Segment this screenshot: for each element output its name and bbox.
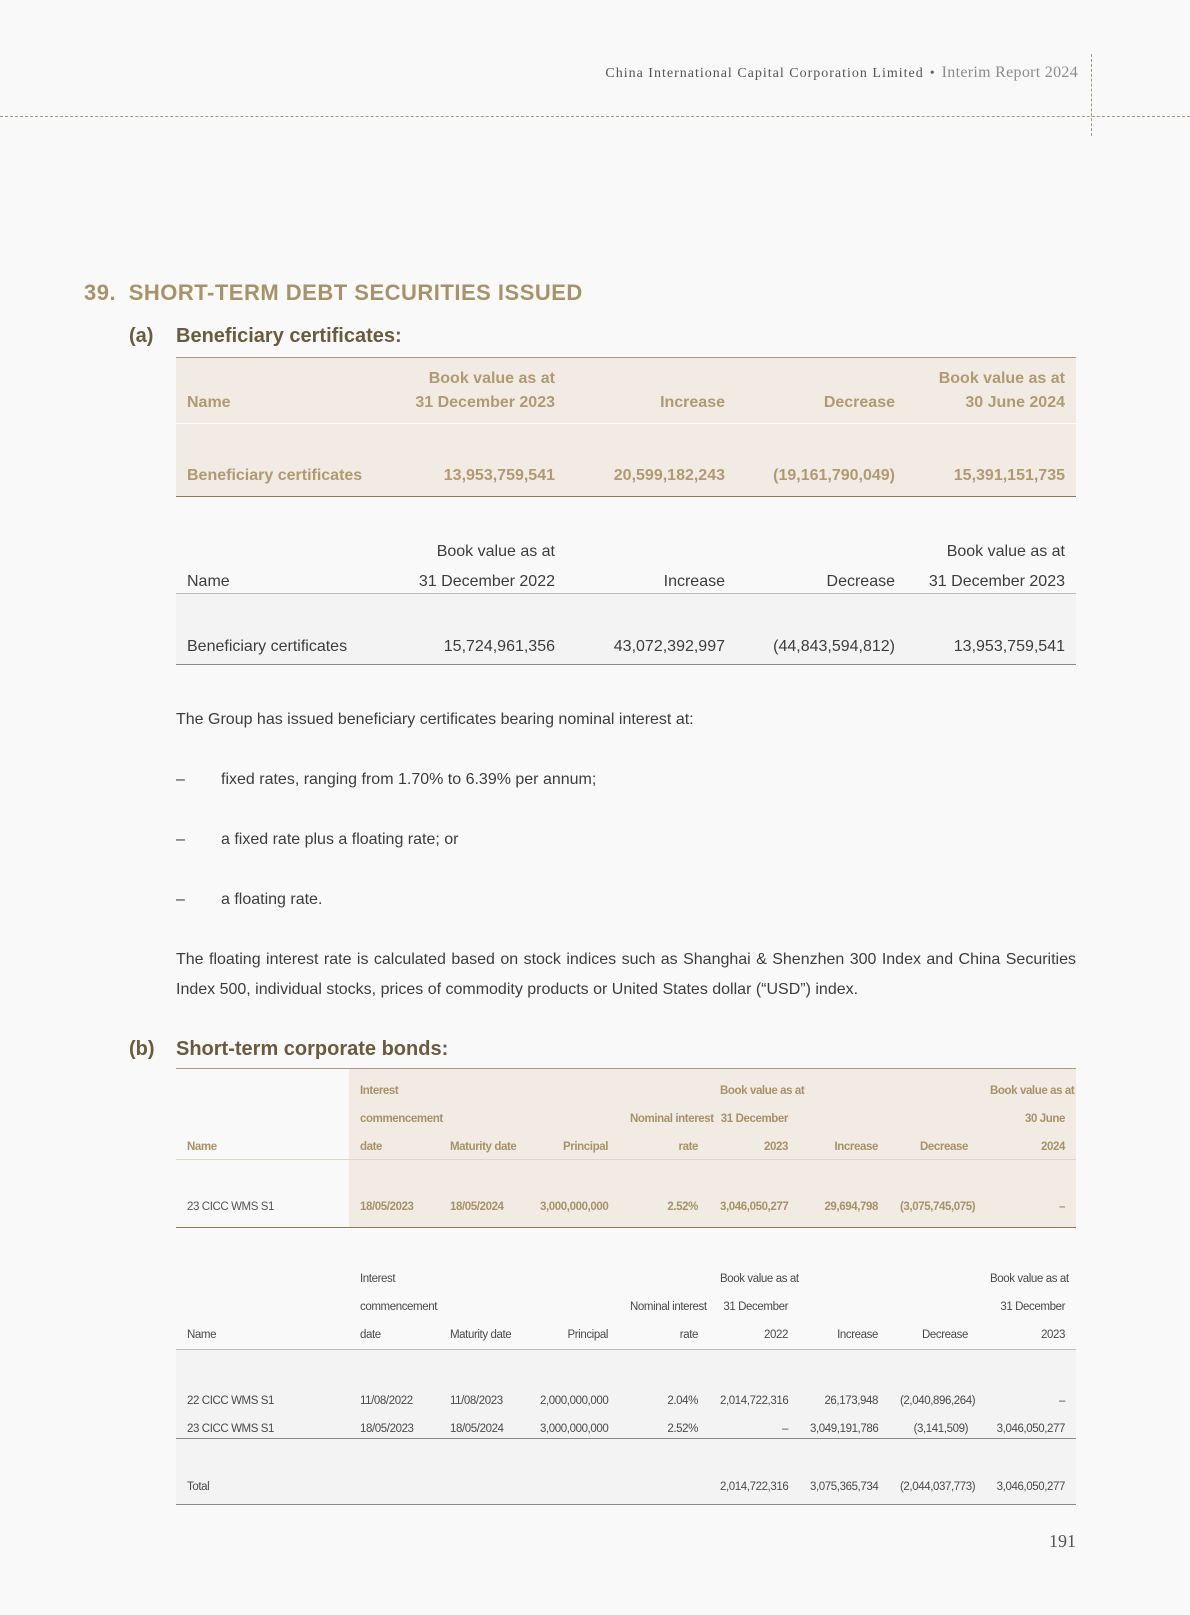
cell-value: 2,000,000,000 bbox=[540, 1395, 609, 1407]
cell-value: 18/05/2023 bbox=[360, 1201, 414, 1213]
cell-value: 11/08/2022 bbox=[360, 1395, 413, 1407]
cell-value: 3,000,000,000 bbox=[540, 1423, 609, 1435]
header-decrease: Decrease bbox=[920, 1141, 968, 1153]
cell-value: 3,046,050,277 bbox=[996, 1481, 1065, 1493]
cell-value: 3,000,000,000 bbox=[540, 1201, 609, 1213]
cell-value: 3,049,191,786 bbox=[810, 1423, 879, 1435]
header-decrease: Decrease bbox=[826, 573, 895, 590]
header-book-value: Book value as at bbox=[990, 1273, 1069, 1285]
report-title: Interim Report 2024 bbox=[941, 64, 1078, 81]
bullet-item: a fixed rate plus a floating rate; or bbox=[221, 831, 459, 848]
header-increase: Increase bbox=[663, 573, 725, 590]
header-name: Name bbox=[187, 1141, 217, 1153]
header-decrease: Decrease bbox=[823, 394, 895, 411]
page-number: 191 bbox=[1049, 1531, 1076, 1551]
table-row bbox=[176, 1197, 1076, 1217]
table-row bbox=[176, 466, 1076, 486]
cell-value: (19,161,790,049) bbox=[773, 467, 895, 484]
section-title bbox=[84, 280, 583, 306]
running-header bbox=[605, 64, 1078, 82]
header-commencement: commencement bbox=[360, 1113, 443, 1125]
cell-value: 18/05/2023 bbox=[360, 1423, 414, 1435]
header-book-value-line1: Book value as at bbox=[938, 370, 1065, 387]
header-nominal-interest: Nominal interest bbox=[630, 1113, 714, 1125]
header-name: Name bbox=[187, 394, 231, 411]
header-date: 31 December 2022 bbox=[418, 573, 555, 590]
cell-value: 2.52% bbox=[667, 1423, 698, 1435]
header-decrease: Decrease bbox=[921, 1329, 968, 1341]
cell-value: 3,046,050,277 bbox=[996, 1423, 1065, 1435]
header-dashed-rule bbox=[0, 116, 1190, 117]
row-name: Beneficiary certificates bbox=[187, 638, 348, 655]
bonds-table-2023 bbox=[176, 1265, 1076, 1505]
header-book-value-line1: Book value as at bbox=[946, 543, 1065, 560]
cell-value: – bbox=[1059, 1395, 1065, 1407]
part-a-title: Beneficiary certificates: bbox=[176, 325, 402, 347]
header-rate: rate bbox=[679, 1329, 698, 1341]
cell-value: 3,046,050,277 bbox=[720, 1201, 789, 1213]
cell-value: – bbox=[782, 1423, 788, 1435]
header-increase: Increase bbox=[837, 1329, 878, 1341]
header-date: 31 December bbox=[720, 1113, 788, 1125]
table-row bbox=[176, 637, 1076, 657]
header-date: 31 December 2023 bbox=[415, 394, 555, 411]
cell-value: 3,075,365,734 bbox=[810, 1481, 879, 1493]
cell-value: 18/05/2024 bbox=[450, 1201, 504, 1213]
beneficiary-table-2024 bbox=[176, 357, 1076, 497]
header-maturity-date: Maturity date bbox=[450, 1329, 512, 1341]
cell-value: 2,014,722,316 bbox=[720, 1395, 789, 1407]
header-maturity-date: Maturity date bbox=[450, 1141, 517, 1153]
header-year: 2022 bbox=[764, 1329, 788, 1341]
part-b-title: Short-term corporate bonds: bbox=[176, 1038, 449, 1060]
header-book-value-line1: Book value as at bbox=[436, 543, 555, 560]
cell-value: (2,044,037,773) bbox=[900, 1481, 976, 1493]
header-interest: Interest bbox=[360, 1085, 399, 1097]
header-interest: Interest bbox=[360, 1273, 396, 1285]
section-title-text: SHORT-TERM DEBT SECURITIES ISSUED bbox=[128, 280, 583, 305]
cell-value: 29,694,798 bbox=[824, 1201, 878, 1213]
header-date: 30 June 2024 bbox=[965, 394, 1065, 411]
header-date: 30 June bbox=[1024, 1113, 1065, 1125]
bullet-marker: – bbox=[176, 891, 185, 908]
cell-value: (3,075,745,075) bbox=[900, 1201, 976, 1213]
header-name: Name bbox=[187, 1329, 217, 1341]
cell-value: 11/08/2023 bbox=[450, 1395, 503, 1407]
bullet-marker: – bbox=[176, 831, 185, 848]
cell-value: 18/05/2024 bbox=[450, 1423, 504, 1435]
bonds-table-2024 bbox=[176, 1068, 1076, 1228]
cell-value: 26,173,948 bbox=[824, 1395, 878, 1407]
header-commencement: commencement bbox=[360, 1301, 438, 1313]
header-date: 31 December bbox=[723, 1301, 788, 1313]
header-increase: Increase bbox=[834, 1141, 878, 1153]
header-book-value: Book value as at bbox=[720, 1273, 799, 1285]
header-date-label: date bbox=[360, 1141, 383, 1153]
cell-value: 15,724,961,356 bbox=[443, 638, 555, 655]
header-date: 31 December 2023 bbox=[928, 573, 1065, 590]
cell-value: 15,391,151,735 bbox=[953, 467, 1065, 484]
cell-value: 13,953,759,541 bbox=[953, 638, 1065, 655]
company-name: China International Capital Corporation Limited bbox=[605, 66, 924, 81]
cell-value: 2,014,722,316 bbox=[720, 1481, 789, 1493]
beneficiary-table-2023 bbox=[176, 537, 1076, 665]
cell-value: (3,141,509) bbox=[913, 1423, 968, 1435]
part-a-label: (a) bbox=[129, 325, 154, 347]
cell-value: (2,040,896,264) bbox=[900, 1395, 976, 1407]
header-book-value: Book value as at bbox=[720, 1085, 805, 1097]
row-name: 23 CICC WMS S1 bbox=[187, 1423, 275, 1435]
row-name: 22 CICC WMS S1 bbox=[187, 1395, 275, 1407]
part-b-label: (b) bbox=[129, 1038, 155, 1060]
row-name: Beneficiary certificates bbox=[187, 467, 363, 484]
header-date-label: date bbox=[360, 1329, 381, 1341]
header-name: Name bbox=[187, 573, 230, 590]
header-book-value-line1: Book value as at bbox=[428, 370, 555, 387]
bullet-separator: • bbox=[929, 66, 936, 81]
header-rate: rate bbox=[678, 1141, 698, 1153]
header-increase: Increase bbox=[660, 394, 725, 411]
header-year: 2023 bbox=[764, 1141, 788, 1153]
cell-value: (44,843,594,812) bbox=[773, 638, 895, 655]
cell-value: 2.04% bbox=[667, 1395, 698, 1407]
floating-rate-note: The floating interest rate is calculated based on stock indices such as Shanghai & Shenzhen 300 Index and China Securities Index 500, individual stocks, prices of commodity products or United States dollar (“USD”) index. bbox=[176, 951, 1076, 998]
bullet-item: fixed rates, ranging from 1.70% to 6.39% per annum; bbox=[221, 771, 597, 788]
row-name: 23 CICC WMS S1 bbox=[187, 1201, 275, 1213]
header-year: 2023 bbox=[1041, 1329, 1065, 1341]
header-nominal-interest: Nominal interest bbox=[630, 1301, 707, 1313]
section-number: 39. bbox=[84, 280, 117, 305]
total-row bbox=[176, 1477, 1076, 1497]
intro-paragraph: The Group has issued beneficiary certificates bearing nominal interest at: bbox=[176, 711, 694, 728]
header-date: 31 December bbox=[1000, 1301, 1065, 1313]
bullet-marker: – bbox=[176, 771, 185, 788]
cell-value: – bbox=[1059, 1201, 1065, 1213]
header-dashed-marker bbox=[1091, 54, 1092, 136]
header-principal: Principal bbox=[563, 1141, 608, 1153]
header-year: 2024 bbox=[1041, 1141, 1065, 1153]
bullet-item: a floating rate. bbox=[221, 891, 323, 908]
cell-value: 43,072,392,997 bbox=[613, 638, 725, 655]
cell-value: 13,953,759,541 bbox=[443, 467, 555, 484]
table-row bbox=[176, 1387, 1076, 1415]
cell-value: 20,599,182,243 bbox=[613, 467, 725, 484]
header-principal: Principal bbox=[567, 1329, 608, 1341]
total-label: Total bbox=[187, 1481, 210, 1493]
header-book-value: Book value as at bbox=[990, 1085, 1075, 1097]
cell-value: 2.52% bbox=[667, 1201, 698, 1213]
